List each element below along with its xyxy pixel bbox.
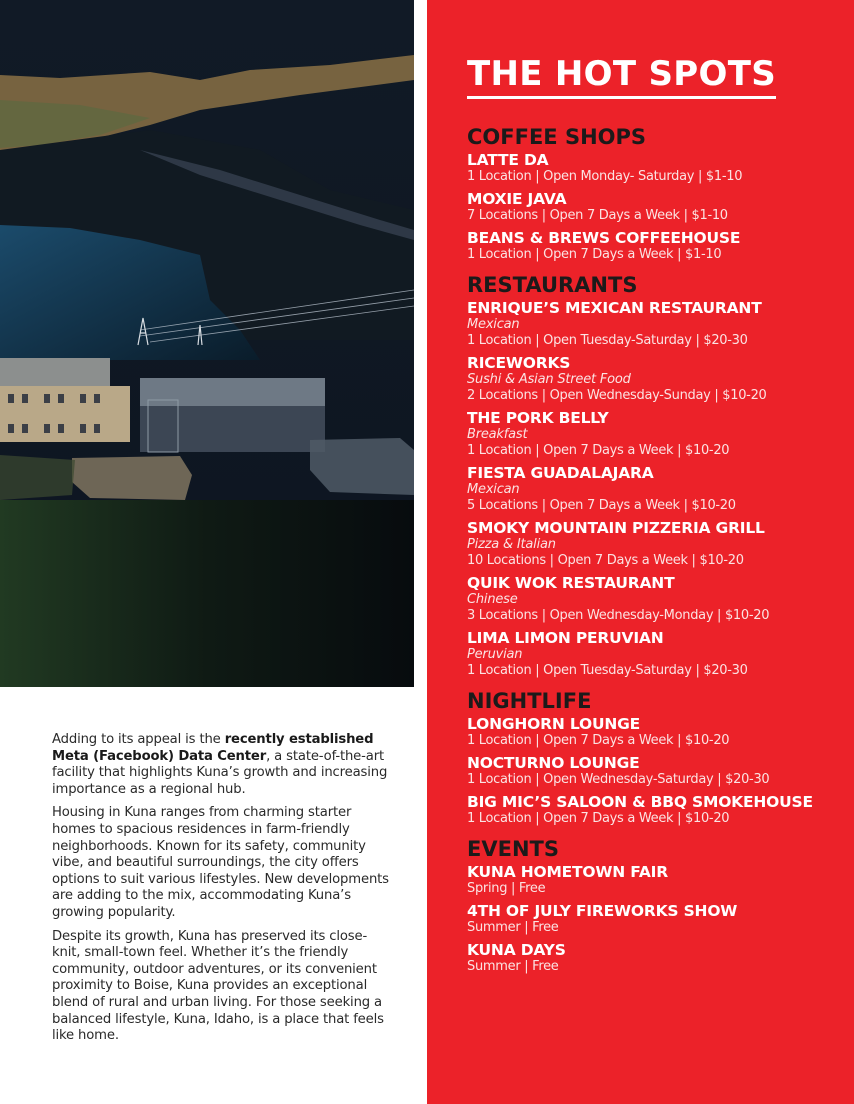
list-item — [467, 354, 847, 404]
event-name: 4TH OF JULY FIREWORKS SHOW — [467, 902, 738, 920]
venue-name: RICEWORKS — [467, 354, 571, 372]
title-underline — [467, 96, 776, 99]
section-restaurants — [467, 273, 847, 679]
list-item — [467, 574, 847, 624]
venue-name: NOCTURNO LOUNGE — [467, 754, 640, 772]
section-coffee-shops — [467, 125, 847, 263]
venue-name: LATTE DA — [467, 151, 549, 169]
venue-detail: 3 Locations | Open Wednesday-Monday | $10-20 — [467, 608, 770, 623]
venue-name: MOXIE JAVA — [467, 190, 567, 208]
venue-name: BEANS & BREWS COFFEEHOUSE — [467, 229, 741, 247]
list-item — [467, 629, 847, 679]
section-heading: EVENTS — [467, 837, 559, 861]
venue-cuisine: Sushi & Asian Street Food — [467, 372, 631, 387]
venue-detail: 10 Locations | Open 7 Days a Week | $10-20 — [467, 553, 744, 568]
venue-cuisine: Mexican — [467, 317, 520, 332]
page-title: THE HOT SPOTS — [467, 54, 776, 94]
venue-detail: 1 Location | Open 7 Days a Week | $1-10 — [467, 247, 722, 262]
section-heading: RESTAURANTS — [467, 273, 638, 297]
venue-name: THE PORK BELLY — [467, 409, 609, 427]
section-events — [467, 837, 847, 975]
event-detail: Spring | Free — [467, 881, 546, 896]
list-item — [467, 409, 847, 459]
list-item — [467, 715, 847, 749]
list-item — [467, 902, 847, 936]
venue-name: FIESTA GUADALAJARA — [467, 464, 654, 482]
section-heading: NIGHTLIFE — [467, 689, 592, 713]
list-item — [467, 519, 847, 569]
highlight-data-center: recently established Meta (Facebook) Data Center — [52, 732, 374, 764]
list-item — [467, 754, 847, 788]
event-detail: Summer | Free — [467, 959, 559, 974]
venue-detail: 5 Locations | Open 7 Days a Week | $10-20 — [467, 498, 736, 513]
venue-cuisine: Chinese — [467, 592, 518, 607]
venue-detail: 2 Locations | Open Wednesday-Sunday | $10-20 — [467, 388, 767, 403]
venue-name: SMOKY MOUNTAIN PIZZERIA GRILL — [467, 519, 765, 537]
venue-detail: 1 Location | Open Tuesday-Saturday | $20-30 — [467, 333, 748, 348]
venue-name: QUIK WOK RESTAURANT — [467, 574, 675, 592]
list-item — [467, 190, 847, 224]
venue-name: BIG MIC’S SALOON & BBQ SMOKEHOUSE — [467, 793, 813, 811]
venue-cuisine: Mexican — [467, 482, 520, 497]
paragraph-data-center: Adding to its appeal is the recently established Meta (Facebook) Data Center, a state-of-the-art facility that highlights Kuna’s growth and increasing importance as a regional hub. — [52, 732, 388, 797]
section-nightlife — [467, 689, 847, 827]
paragraph-small-town: Despite its growth, Kuna has preserved its close-knit, small-town feel. Whether it’s the friendly community, outdoor adventures, or its convenient proximity to Boise, Kuna provides an exceptional blend of rural and urban living. For those seeking a balanced lifestyle, Kuna, Idaho, is a place that feels like home. — [52, 928, 384, 1044]
event-detail: Summer | Free — [467, 920, 559, 935]
list-item — [467, 299, 847, 349]
event-name: KUNA DAYS — [467, 941, 566, 959]
intro-text — [52, 732, 392, 1052]
list-item — [467, 151, 847, 185]
paragraph-housing: Housing in Kuna ranges from charming starter homes to spacious residences in farm-friendly neighborhoods. Known for its safety, community vibe, and beautiful surroundings, the city offers options to suit various lifestyles. New developments are adding to the mix, accommodating Kuna’s growing popularity. — [52, 805, 389, 920]
venue-detail: 1 Location | Open Tuesday-Saturday | $20-30 — [467, 663, 748, 678]
venue-name: ENRIQUE’S MEXICAN RESTAURANT — [467, 299, 762, 317]
venue-detail: 1 Location | Open 7 Days a Week | $10-20 — [467, 443, 730, 458]
list-item — [467, 793, 847, 827]
venue-detail: 1 Location | Open Wednesday-Saturday | $20-30 — [467, 772, 770, 787]
venue-name: LIMA LIMON PERUVIAN — [467, 629, 664, 647]
event-name: KUNA HOMETOWN FAIR — [467, 863, 668, 881]
venue-cuisine: Breakfast — [467, 427, 528, 442]
venue-cuisine: Pizza & Italian — [467, 537, 556, 552]
aerial-photo-dam — [0, 0, 414, 687]
list-item — [467, 229, 847, 263]
list-item — [467, 863, 847, 897]
venue-cuisine: Peruvian — [467, 647, 523, 662]
venue-detail: 1 Location | Open 7 Days a Week | $10-20 — [467, 733, 730, 748]
list-item — [467, 464, 847, 514]
venue-name: LONGHORN LOUNGE — [467, 715, 641, 733]
landscape-image — [0, 0, 414, 687]
venue-detail: 1 Location | Open Monday- Saturday | $1-10 — [467, 169, 743, 184]
list-item — [467, 941, 847, 975]
section-heading: COFFEE SHOPS — [467, 125, 647, 149]
hot-spots-panel — [427, 0, 854, 1104]
venue-detail: 7 Locations | Open 7 Days a Week | $1-10 — [467, 208, 728, 223]
venue-detail: 1 Location | Open 7 Days a Week | $10-20 — [467, 811, 730, 826]
